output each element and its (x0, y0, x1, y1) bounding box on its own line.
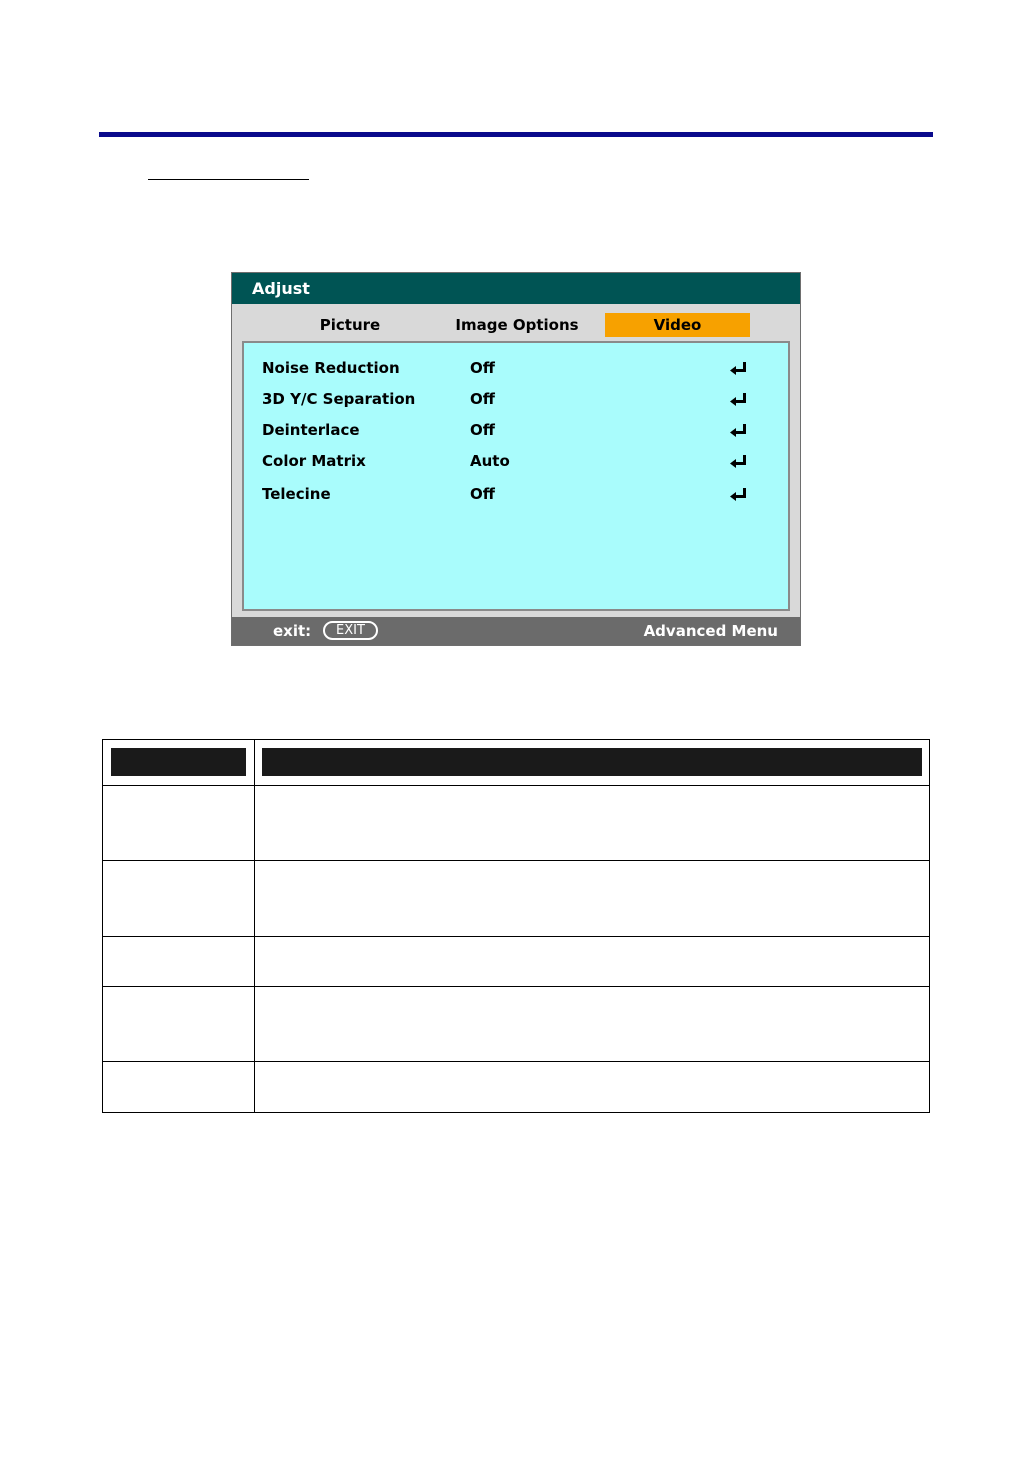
enter-icon[interactable] (728, 360, 750, 378)
menu-row-3d-yc-separation[interactable] (244, 388, 788, 412)
table-row-divider (103, 936, 929, 937)
menu-title-bar (232, 273, 800, 304)
menu-row-value: Auto (470, 452, 510, 470)
menu-row-noise-reduction[interactable] (244, 357, 788, 381)
video-settings-panel (242, 341, 790, 611)
table-row-divider (103, 986, 929, 987)
tab-video[interactable]: Video (605, 313, 750, 337)
menu-row-value: Off (470, 390, 495, 408)
table-row-divider (103, 1061, 929, 1062)
description-table (102, 739, 930, 1113)
menu-row-deinterlace[interactable] (244, 419, 788, 443)
menu-title: Adjust (252, 279, 310, 298)
adjust-menu-window (231, 272, 801, 646)
exit-label: exit: (273, 622, 312, 640)
enter-icon[interactable] (728, 391, 750, 409)
menu-row-label: 3D Y/C Separation (262, 390, 416, 408)
menu-footer (232, 617, 800, 645)
tab-image-options[interactable]: Image Options (455, 316, 579, 334)
table-header-description (262, 748, 922, 776)
advanced-menu-label: Advanced Menu (643, 622, 778, 640)
exit-button[interactable]: EXIT (323, 621, 378, 640)
menu-row-value: Off (470, 421, 495, 439)
menu-row-color-matrix[interactable] (244, 450, 788, 474)
menu-row-telecine[interactable] (244, 483, 788, 507)
enter-icon[interactable] (728, 422, 750, 440)
tab-picture[interactable]: Picture (319, 316, 381, 334)
menu-row-label: Telecine (262, 485, 331, 503)
section-heading-underline (148, 179, 309, 180)
enter-icon[interactable] (728, 486, 750, 504)
header-rule (99, 132, 933, 137)
menu-row-label: Deinterlace (262, 421, 360, 439)
menu-row-value: Off (470, 485, 495, 503)
menu-tabs (232, 313, 800, 337)
table-header-item (111, 748, 246, 776)
menu-row-label: Noise Reduction (262, 359, 400, 377)
table-column-divider (254, 740, 255, 1112)
enter-icon[interactable] (728, 453, 750, 471)
table-row-divider (103, 860, 929, 861)
menu-row-label: Color Matrix (262, 452, 366, 470)
menu-row-value: Off (470, 359, 495, 377)
table-row-divider (103, 785, 929, 786)
